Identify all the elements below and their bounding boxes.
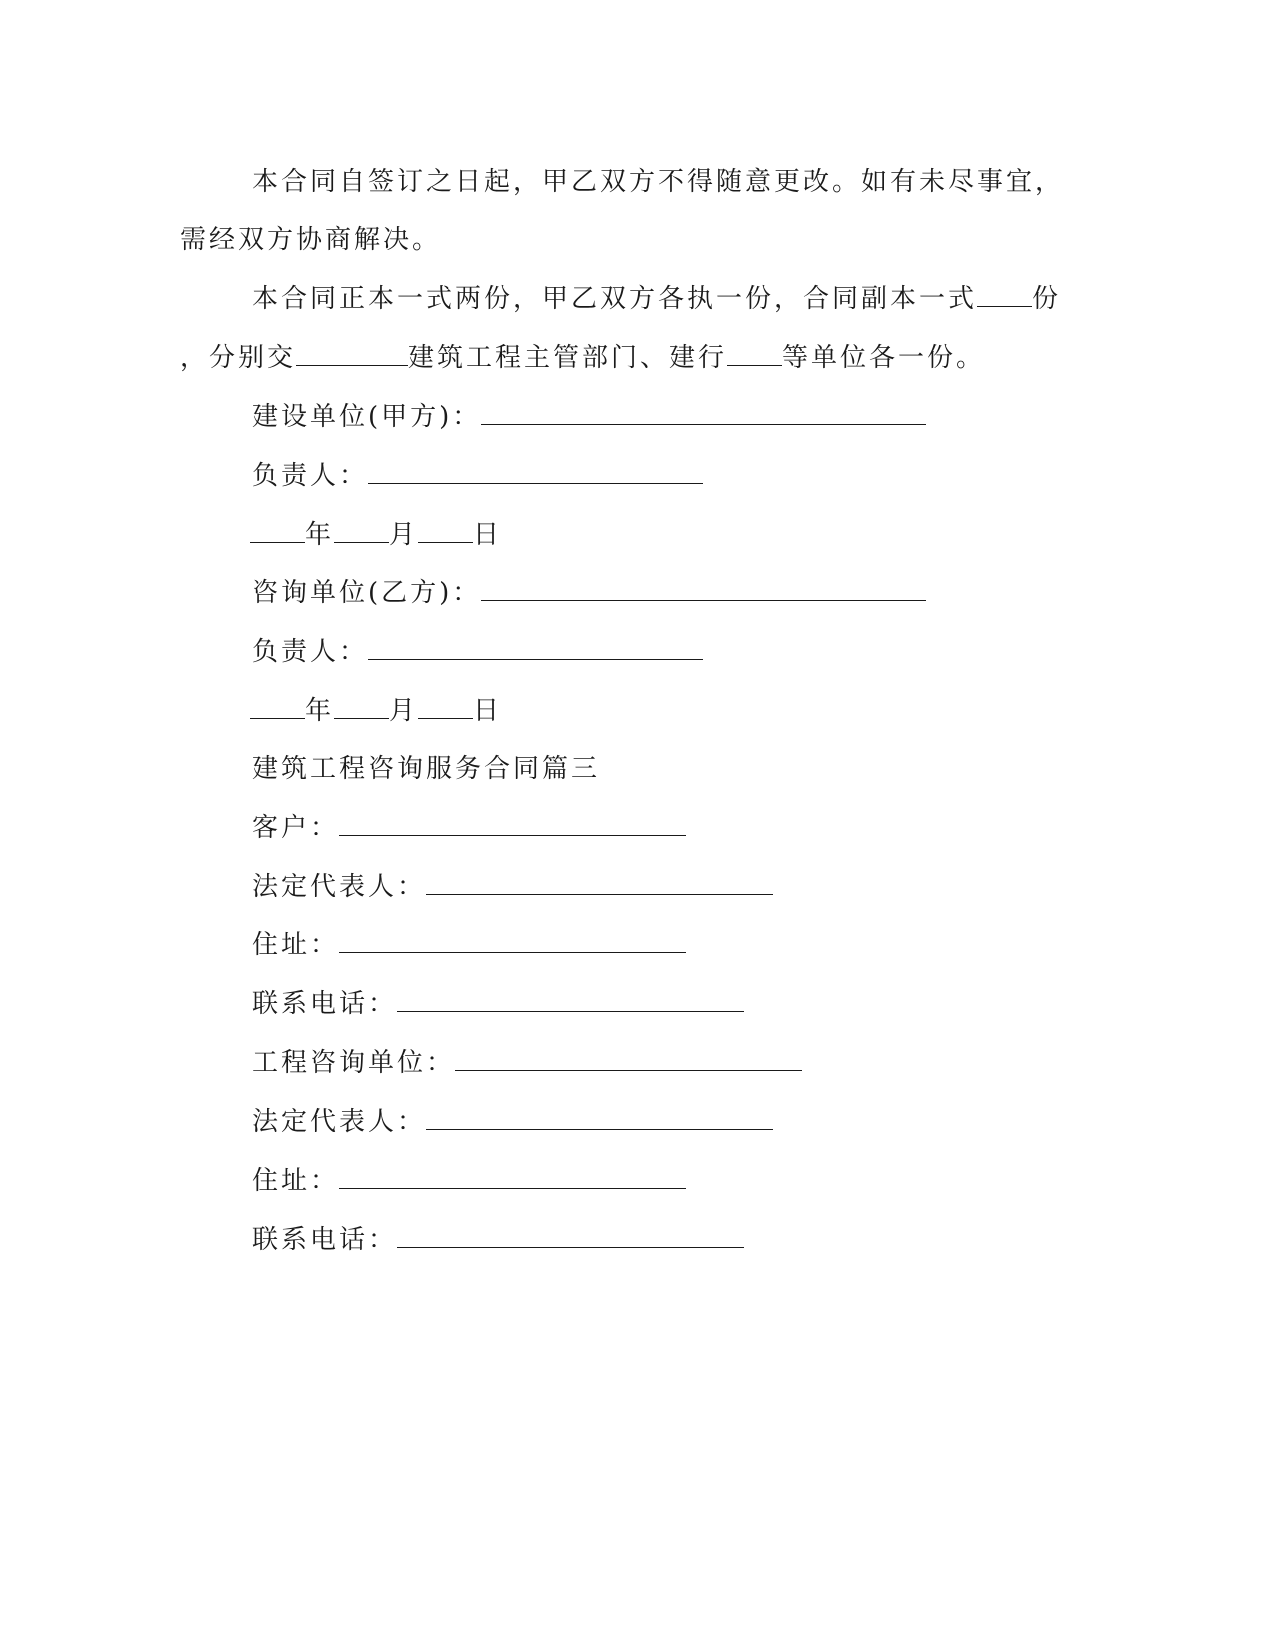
consultant-field[interactable] bbox=[455, 1043, 802, 1071]
party-a-line bbox=[252, 397, 926, 437]
party-a-day-field[interactable] bbox=[418, 515, 473, 543]
bank-blank[interactable] bbox=[727, 338, 782, 366]
party-b-year-label: 年 bbox=[305, 696, 335, 726]
client-rep-line bbox=[252, 867, 773, 907]
paragraph2-line2-prefix: ，分别交 bbox=[180, 343, 297, 373]
paragraph2-line2 bbox=[180, 338, 985, 378]
party-b-month-field[interactable] bbox=[334, 691, 389, 719]
consultant-phone-line bbox=[252, 1220, 744, 1260]
paragraph2-line2-suffix: 等单位各一份。 bbox=[782, 343, 986, 373]
client-address-line bbox=[252, 925, 686, 965]
consultant-address-field[interactable] bbox=[339, 1161, 686, 1189]
party-a-year-field[interactable] bbox=[250, 515, 305, 543]
paragraph2-line2-middle: 建筑工程主管部门、建行 bbox=[408, 343, 728, 373]
paragraph1-line1-text: 本合同自签订之日起，甲乙双方不得随意更改。如有未尽事宜， bbox=[252, 167, 1065, 197]
party-a-label: 建设单位(甲方)： bbox=[252, 402, 482, 432]
consultant-address-line bbox=[252, 1161, 686, 1201]
paragraph2-line1 bbox=[252, 279, 1061, 319]
client-field[interactable] bbox=[339, 808, 686, 836]
copies-count-blank[interactable] bbox=[977, 279, 1032, 307]
party-b-person-field[interactable] bbox=[368, 632, 703, 660]
consultant-address-label: 住址： bbox=[252, 1166, 340, 1196]
consultant-rep-label: 法定代表人： bbox=[252, 1107, 427, 1137]
paragraph2-line1-suffix: 份 bbox=[1032, 284, 1062, 314]
party-a-person-field[interactable] bbox=[368, 456, 703, 484]
party-a-person-label: 负责人： bbox=[252, 461, 369, 491]
party-b-label: 咨询单位(乙方)： bbox=[252, 578, 482, 608]
party-a-field[interactable] bbox=[481, 397, 926, 425]
party-a-month-label: 月 bbox=[389, 520, 419, 550]
paragraph1-line2-text: 需经双方协商解决。 bbox=[180, 225, 442, 255]
client-address-field[interactable] bbox=[339, 925, 686, 953]
consultant-phone-label: 联系电话： bbox=[252, 1225, 398, 1255]
client-line bbox=[252, 808, 686, 848]
client-address-label: 住址： bbox=[252, 930, 340, 960]
party-b-day-field[interactable] bbox=[418, 691, 473, 719]
party-b-month-label: 月 bbox=[389, 696, 419, 726]
party-a-date-line bbox=[250, 515, 502, 555]
party-b-person-line bbox=[252, 632, 703, 672]
party-b-person-label: 负责人： bbox=[252, 637, 369, 667]
paragraph1-line1 bbox=[252, 162, 1064, 202]
party-b-day-label: 日 bbox=[473, 696, 503, 726]
party-a-day-label: 日 bbox=[473, 520, 503, 550]
party-b-line bbox=[252, 573, 926, 613]
party-b-year-field[interactable] bbox=[250, 691, 305, 719]
section3-title-text: 建筑工程咨询服务合同篇三 bbox=[252, 754, 601, 784]
client-phone-label: 联系电话： bbox=[252, 989, 398, 1019]
party-a-person-line bbox=[252, 456, 703, 496]
client-rep-field[interactable] bbox=[426, 867, 773, 895]
recipient-blank[interactable] bbox=[296, 338, 408, 366]
client-label: 客户： bbox=[252, 813, 340, 843]
client-phone-field[interactable] bbox=[397, 984, 744, 1012]
client-phone-line bbox=[252, 984, 744, 1024]
party-b-date-line bbox=[250, 691, 502, 731]
section3-title bbox=[252, 749, 600, 789]
consultant-phone-field[interactable] bbox=[397, 1220, 744, 1248]
consultant-rep-line bbox=[252, 1102, 773, 1142]
consultant-rep-field[interactable] bbox=[426, 1102, 773, 1130]
party-a-year-label: 年 bbox=[305, 520, 335, 550]
consultant-label: 工程咨询单位： bbox=[252, 1048, 456, 1078]
party-a-month-field[interactable] bbox=[334, 515, 389, 543]
paragraph2-line1-text: 本合同正本一式两份，甲乙双方各执一份，合同副本一式 bbox=[252, 284, 978, 314]
consultant-line bbox=[252, 1043, 802, 1083]
party-b-field[interactable] bbox=[481, 573, 926, 601]
client-rep-label: 法定代表人： bbox=[252, 872, 427, 902]
paragraph1-line2 bbox=[180, 220, 441, 260]
